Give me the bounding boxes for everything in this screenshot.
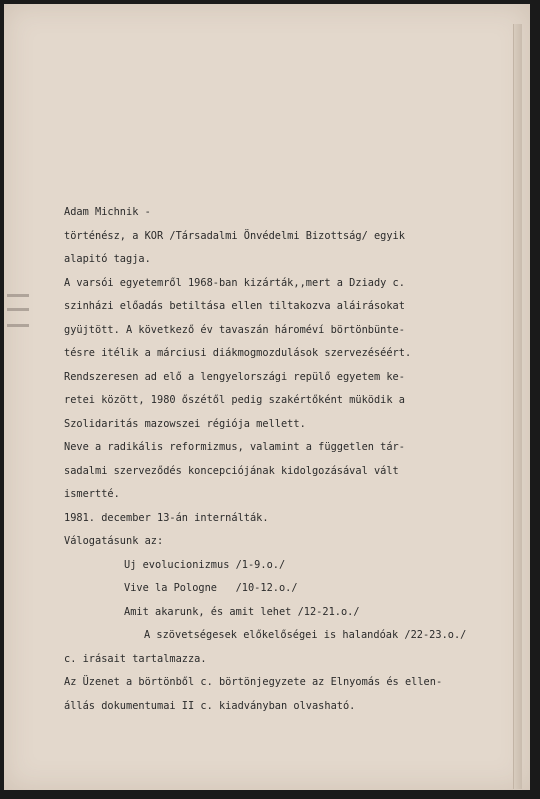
page-edge xyxy=(513,24,522,789)
text-line: Az Üzenet a börtönből c. börtönjegyzete az Elnyomás és ellen- xyxy=(64,676,443,688)
text-line: Rendszeresen ad elő a lengyelországi repülő egyetem ke- xyxy=(64,370,405,383)
list-item: Uj evolucionizmus /1-9.o./ xyxy=(124,558,286,571)
text-line: Válogatásunk az: xyxy=(64,535,164,547)
binding-mark xyxy=(7,308,29,311)
text-line: retei között, 1980 őszétől pedig szakértőként müködik a xyxy=(64,394,405,406)
text-line: A varsói egyetemről 1968-ban kizárták,,mert a Dziady c. xyxy=(64,276,405,289)
text-line: történész, a KOR /Társadalmi Önvédelmi Bizottság/ egyik xyxy=(64,229,405,242)
text-line: állás dokumentumai II c. kiadványban olvasható. xyxy=(64,699,356,712)
text-line: alapitó tagja. xyxy=(64,253,151,265)
text-line: gyüjtött. A következő év tavaszán hároméví börtönbünte- xyxy=(64,323,405,336)
list-item: A szövetségesek előkelőségei is halandóak /22-23.o./ xyxy=(144,629,467,641)
typed-text-block xyxy=(64,201,484,718)
text-line: Szolidaritás mazowszei régiója mellett. xyxy=(64,417,306,430)
list-item: Vive la Pologne /10-12.o./ xyxy=(124,582,298,594)
text-line: ismertté. xyxy=(64,488,120,500)
document-page xyxy=(4,4,530,790)
text-line: szinházi előadás betiltása ellen tiltakozva aláirásokat xyxy=(64,300,405,312)
binding-mark xyxy=(7,324,29,327)
text-line: 1981. december 13-án internálták. xyxy=(64,511,269,524)
text-line: sadalmi szerveződés koncepciójának kidolgozásával vált xyxy=(64,464,399,477)
list-item: Amit akarunk, és amit lehet /12-21.o./ xyxy=(124,605,360,618)
text-line: Neve a radikális reformizmus, valamint a független tár- xyxy=(64,441,405,453)
binding-mark xyxy=(7,294,29,297)
text-line: c. irásait tartalmazza. xyxy=(64,652,207,665)
text-line: tésre itélik a márciusi diákmogmozdulások szervezéséért. xyxy=(64,347,412,359)
author-heading: Adam Michnik - xyxy=(64,206,151,218)
